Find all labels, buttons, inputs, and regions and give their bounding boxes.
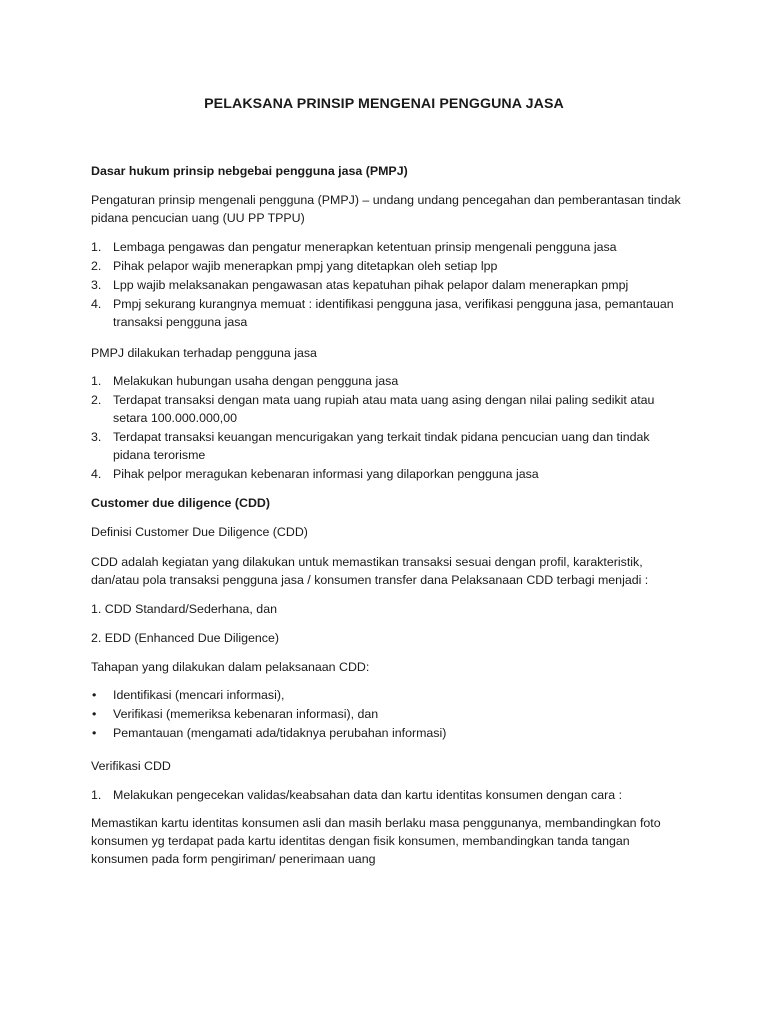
definition-heading: Definisi Customer Due Diligence (CDD) [91, 525, 308, 539]
verification-heading: Verifikasi CDD [91, 759, 171, 773]
paragraph-cdd-definition: CDD adalah kegiatan yang dilakukan untuk memastikan transaksi sesuai dengan profil, karakteristik, dan/atau pola transaksi pengguna jasa / konsumen transfer dana Pelaksanaan CDD terbagi menjadi : [91, 555, 649, 587]
list-cdd-stages [91, 686, 683, 743]
list-item: 1. Lembaga pengawas dan pengatur menerapkan ketentuan prinsip mengenali pengguna jasa [91, 240, 617, 254]
cdd-type-edd: 2. EDD (Enhanced Due Diligence) [91, 631, 280, 645]
list-item: 2. Pihak pelapor wajib menerapkan pmpj yang ditetapkan oleh setiap lpp [91, 259, 498, 273]
list-pmpj-rules [91, 238, 683, 332]
list-pmpj-conditions [91, 372, 683, 484]
list-item: • Identifikasi (mencari informasi), [92, 688, 285, 702]
section-heading-pmpj-dilakukan: PMPJ dilakukan terhadap pengguna jasa [91, 346, 317, 360]
list-item: 3. Lpp wajib melaksanakan pengawasan atas kepatuhan pihak pelapor dalam menerapkan pmpj [91, 278, 629, 292]
stages-heading: Tahapan yang dilakukan dalam pelaksanaan CDD: [91, 660, 370, 674]
list-item: 1. Melakukan hubungan usaha dengan pengguna jasa [91, 374, 399, 388]
page-title: PELAKSANA PRINSIP MENGENAI PENGGUNA JASA [204, 96, 564, 112]
list-item: • Verifikasi (memeriksa kebenaran informasi), dan [92, 707, 379, 721]
paragraph-verification-detail: Memastikan kartu identitas konsumen asli dan masih berlaku masa penggunanya, membandingkan foto konsumen yg terdapat pada kartu identitas dengan fisik konsumen, membandingkan tanda tangan konsumen pada form pengiriman/ penerimaan uang [91, 816, 661, 866]
list-item: 1. Melakukan pengecekan validas/keabsahan data dan kartu identitas konsumen dengan cara : [91, 788, 623, 802]
list-item: 2. Terdapat transaksi dengan mata uang rupiah atau mata uang asing dengan nilai paling sedikit atau setara 100.000.000,00 [91, 393, 655, 425]
paragraph-pengaturan: Pengaturan prinsip mengenali pengguna (PMPJ) – undang undang pencegahan dan pemberantasan tindak pidana pencucian uang (UU PP TPPU) [91, 193, 681, 225]
section-heading-dasar-hukum: Dasar hukum prinsip nebgebai pengguna jasa (PMPJ) [91, 164, 408, 178]
list-verification [91, 786, 683, 805]
cdd-type-standard: 1. CDD Standard/Sederhana, dan [91, 602, 277, 616]
list-item: 4. Pmpj sekurang kurangnya memuat : identifikasi pengguna jasa, verifikasi pengguna jasa, pemantauan transaksi pengguna jasa [91, 297, 674, 329]
list-item: 3. Terdapat transaksi keuangan mencurigakan yang terkait tindak pidana pencucian uang dan tindak pidana terorisme [91, 430, 650, 462]
section-heading-cdd: Customer due diligence (CDD) [91, 496, 270, 510]
list-item: 4. Pihak pelpor meragukan kebenaran informasi yang dilaporkan pengguna jasa [91, 467, 539, 481]
list-item: • Pemantauan (mengamati ada/tidaknya perubahan informasi) [92, 726, 447, 740]
